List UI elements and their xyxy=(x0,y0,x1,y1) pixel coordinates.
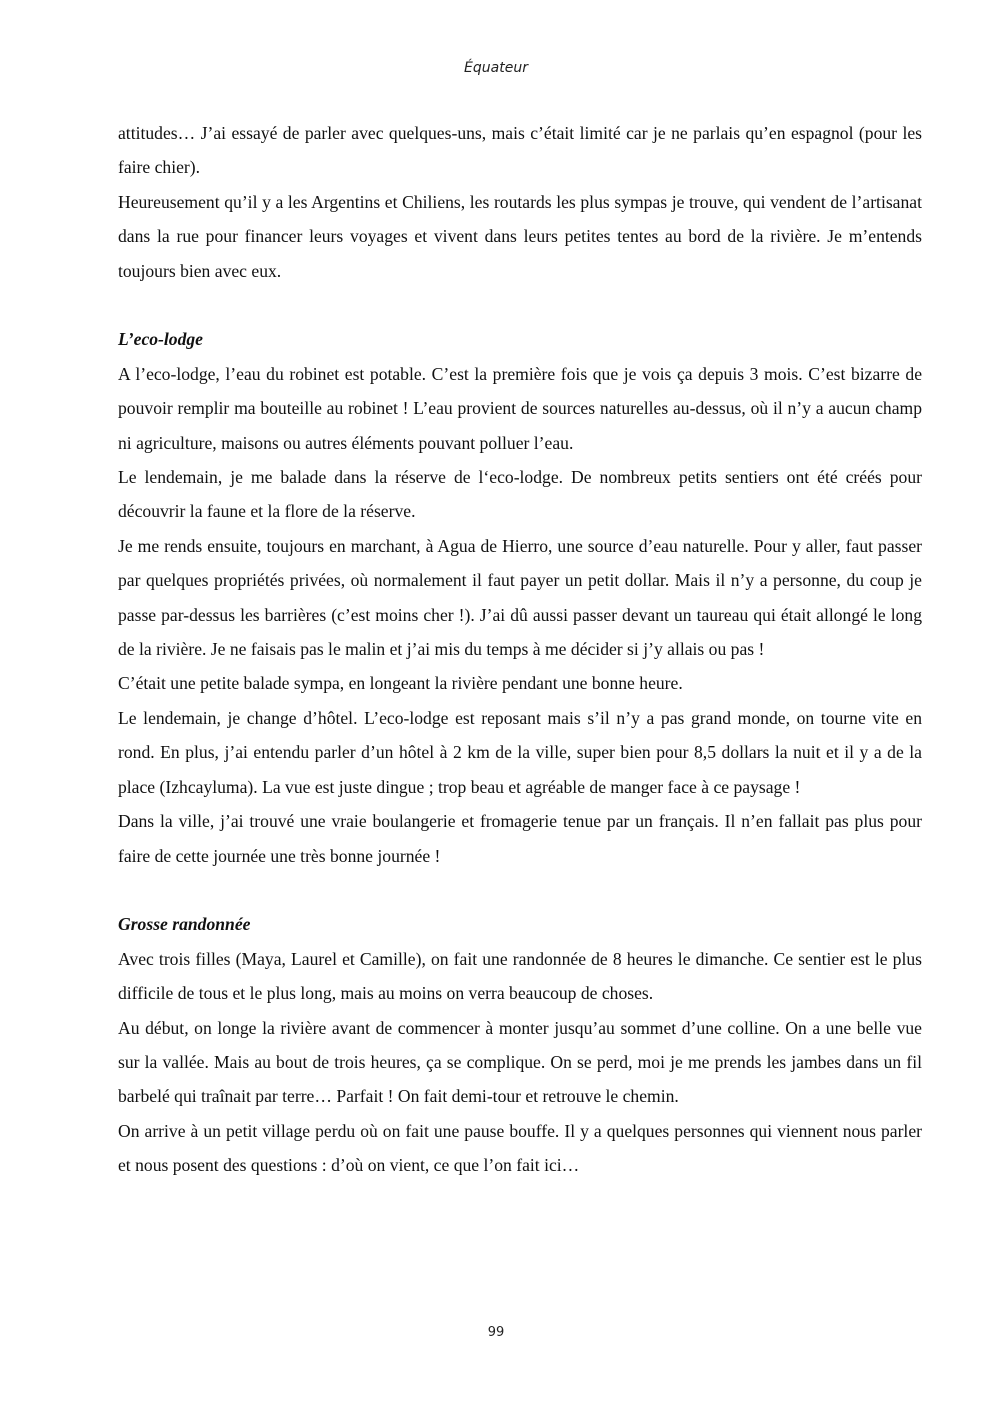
paragraph: Avec trois filles (Maya, Laurel et Camille), on fait une randonnée de 8 heures le dimanche. Ce sentier est le plus difficile de tous et le plus long, mais au moins on verra beaucoup de choses. xyxy=(118,948,922,1004)
body-text xyxy=(118,116,922,1183)
page-number: 99 xyxy=(487,1325,505,1340)
section-heading-grosse-randonnee: Grosse randonnée xyxy=(118,914,251,935)
section-heading-eco-lodge: L’eco-lodge xyxy=(118,329,203,350)
paragraph: C’était une petite balade sympa, en longeant la rivière pendant une bonne heure. xyxy=(118,673,683,694)
paragraph: On arrive à un petit village perdu où on fait une pause bouffe. Il y a quelques personnes qui viennent nous parler et nous posent des questions : d’où on vient, ce que l’on fait ici… xyxy=(118,1120,922,1176)
section-spacer xyxy=(118,288,922,322)
paragraph: Dans la ville, j’ai trouvé une vraie boulangerie et fromagerie tenue par un français. Il n’en fallait pas plus pour faire de cette journée une très bonne journée ! xyxy=(118,811,922,866)
paragraph: Je me rends ensuite, toujours en marchant, à Agua de Hierro, une source d’eau naturelle. Pour y aller, faut passer par quelques propriétés privées, où normalement il faut payer un petit dollar. Mais il n’y a personne, du coup je passe par-dessus les barrières (c’est moins cher !). J’ai dû aussi passer devant un taureau qui était allongé le long de la rivière. Je ne faisais pas le malin et j’ai mis du temps à me décider si j’y allais ou pas ! xyxy=(118,535,922,660)
paragraph: Au début, on longe la rivière avant de commencer à monter jusqu’au sommet d’une colline. On a une belle vue sur la vallée. Mais au bout de trois heures, ça se complique. On se perd, moi je me prends les jambes dans un fil barbelé qui traînait par terre… Parfait ! On fait demi-tour et retrouve le chemin. xyxy=(118,1017,922,1107)
running-header: Équateur xyxy=(464,60,528,76)
paragraph: Le lendemain, je change d’hôtel. L’eco-lodge est reposant mais s’il n’y a pas grand monde, on tourne vite en rond. En plus, j’ai entendu parler d’un hôtel à 2 km de la ville, super bien pour 8,5 dollars la nuit et il y a de la place (Izhcayluma). La vue est juste dingue ; trop beau et agréable de manger face à ce paysage ! xyxy=(118,707,922,797)
paragraph: A l’eco-lodge, l’eau du robinet est potable. C’est la première fois que je vois ça depuis 3 mois. C’est bizarre de pouvoir remplir ma bouteille au robinet ! L’eau provient de sources naturelles au-dessus, où il n’y a aucun champ ni agriculture, maisons ou autres éléments pouvant polluer l’eau. xyxy=(118,363,922,453)
section-spacer xyxy=(118,873,922,907)
paragraph: attitudes… J’ai essayé de parler avec quelques-uns, mais c’était limité car je ne parlais qu’en espagnol (pour les faire chier). xyxy=(118,123,922,178)
paragraph: Heureusement qu’il y a les Argentins et Chiliens, les routards les plus sympas je trouve, qui vendent de l’artisanat dans la rue pour financer leurs voyages et vivent dans leurs petites tentes au bord de la rivière. Je m’entends toujours bien avec eux. xyxy=(118,191,922,281)
paragraph: Le lendemain, je me balade dans la réserve de l‘eco-lodge. De nombreux petits sentiers ont été créés pour découvrir la faune et la flore de la réserve. xyxy=(118,467,922,522)
